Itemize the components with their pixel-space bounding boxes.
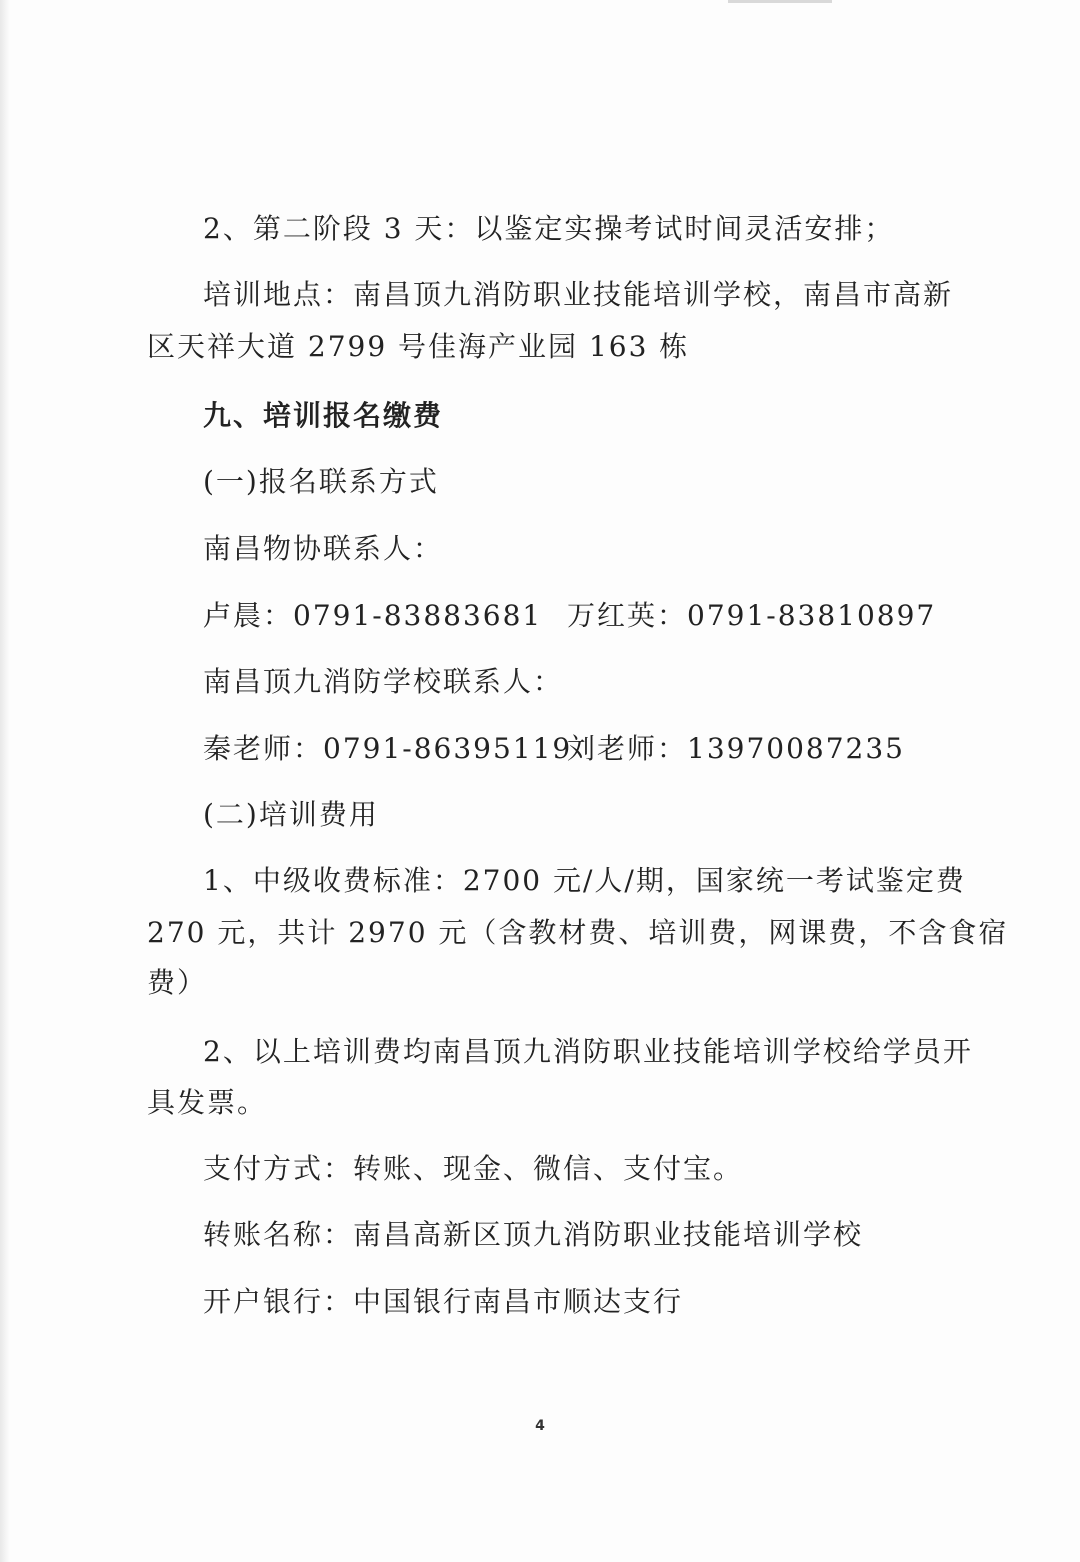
contact-wan: 万红英：0791-83810897: [567, 599, 937, 632]
bank-name: 开户银行：中国银行南昌市顺达支行: [203, 1285, 684, 1318]
invoice-line2: 具发票。: [147, 1086, 268, 1119]
page-number: 4: [535, 1418, 545, 1434]
contact-liu: 刘老师：13970087235: [567, 732, 905, 765]
fee-standard-line3: 费）: [147, 966, 208, 999]
top-scan-mark: [728, 0, 832, 3]
school-contact-label: 南昌顶九消防学校联系人：: [203, 665, 564, 698]
section-nine-heading: 九、培训报名缴费: [203, 399, 444, 432]
training-fee-subheading: (二)培训费用: [203, 798, 379, 831]
stage-two-text: 2、第二阶段 3 天：以鉴定实操考试时间灵活安排；: [203, 212, 895, 245]
payment-methods: 支付方式：转账、现金、微信、支付宝。: [203, 1152, 744, 1185]
transfer-account-name: 转账名称：南昌高新区顶九消防职业技能培训学校: [203, 1218, 864, 1251]
scan-edge-shadow: [0, 0, 10, 1562]
training-location-line1: 培训地点：南昌顶九消防职业技能培训学校，南昌市高新: [203, 278, 954, 311]
training-location-line2: 区天祥大道 2799 号佳海产业园 163 栋: [147, 330, 690, 363]
fee-standard-line1: 1、中级收费标准：2700 元/人/期，国家统一考试鉴定费: [203, 864, 966, 897]
wuxie-contact-label: 南昌物协联系人：: [203, 532, 444, 565]
registration-contact-subheading: (一)报名联系方式: [203, 465, 439, 498]
contact-lu: 卢晨：0791-83883681: [203, 599, 543, 632]
fee-standard-line2: 270 元，共计 2970 元（含教材费、培训费，网课费，不含食宿: [147, 916, 1009, 949]
contact-qin: 秦老师：0791-86395119: [203, 732, 573, 765]
invoice-line1: 2、以上培训费均南昌顶九消防职业技能培训学校给学员开: [203, 1035, 973, 1068]
